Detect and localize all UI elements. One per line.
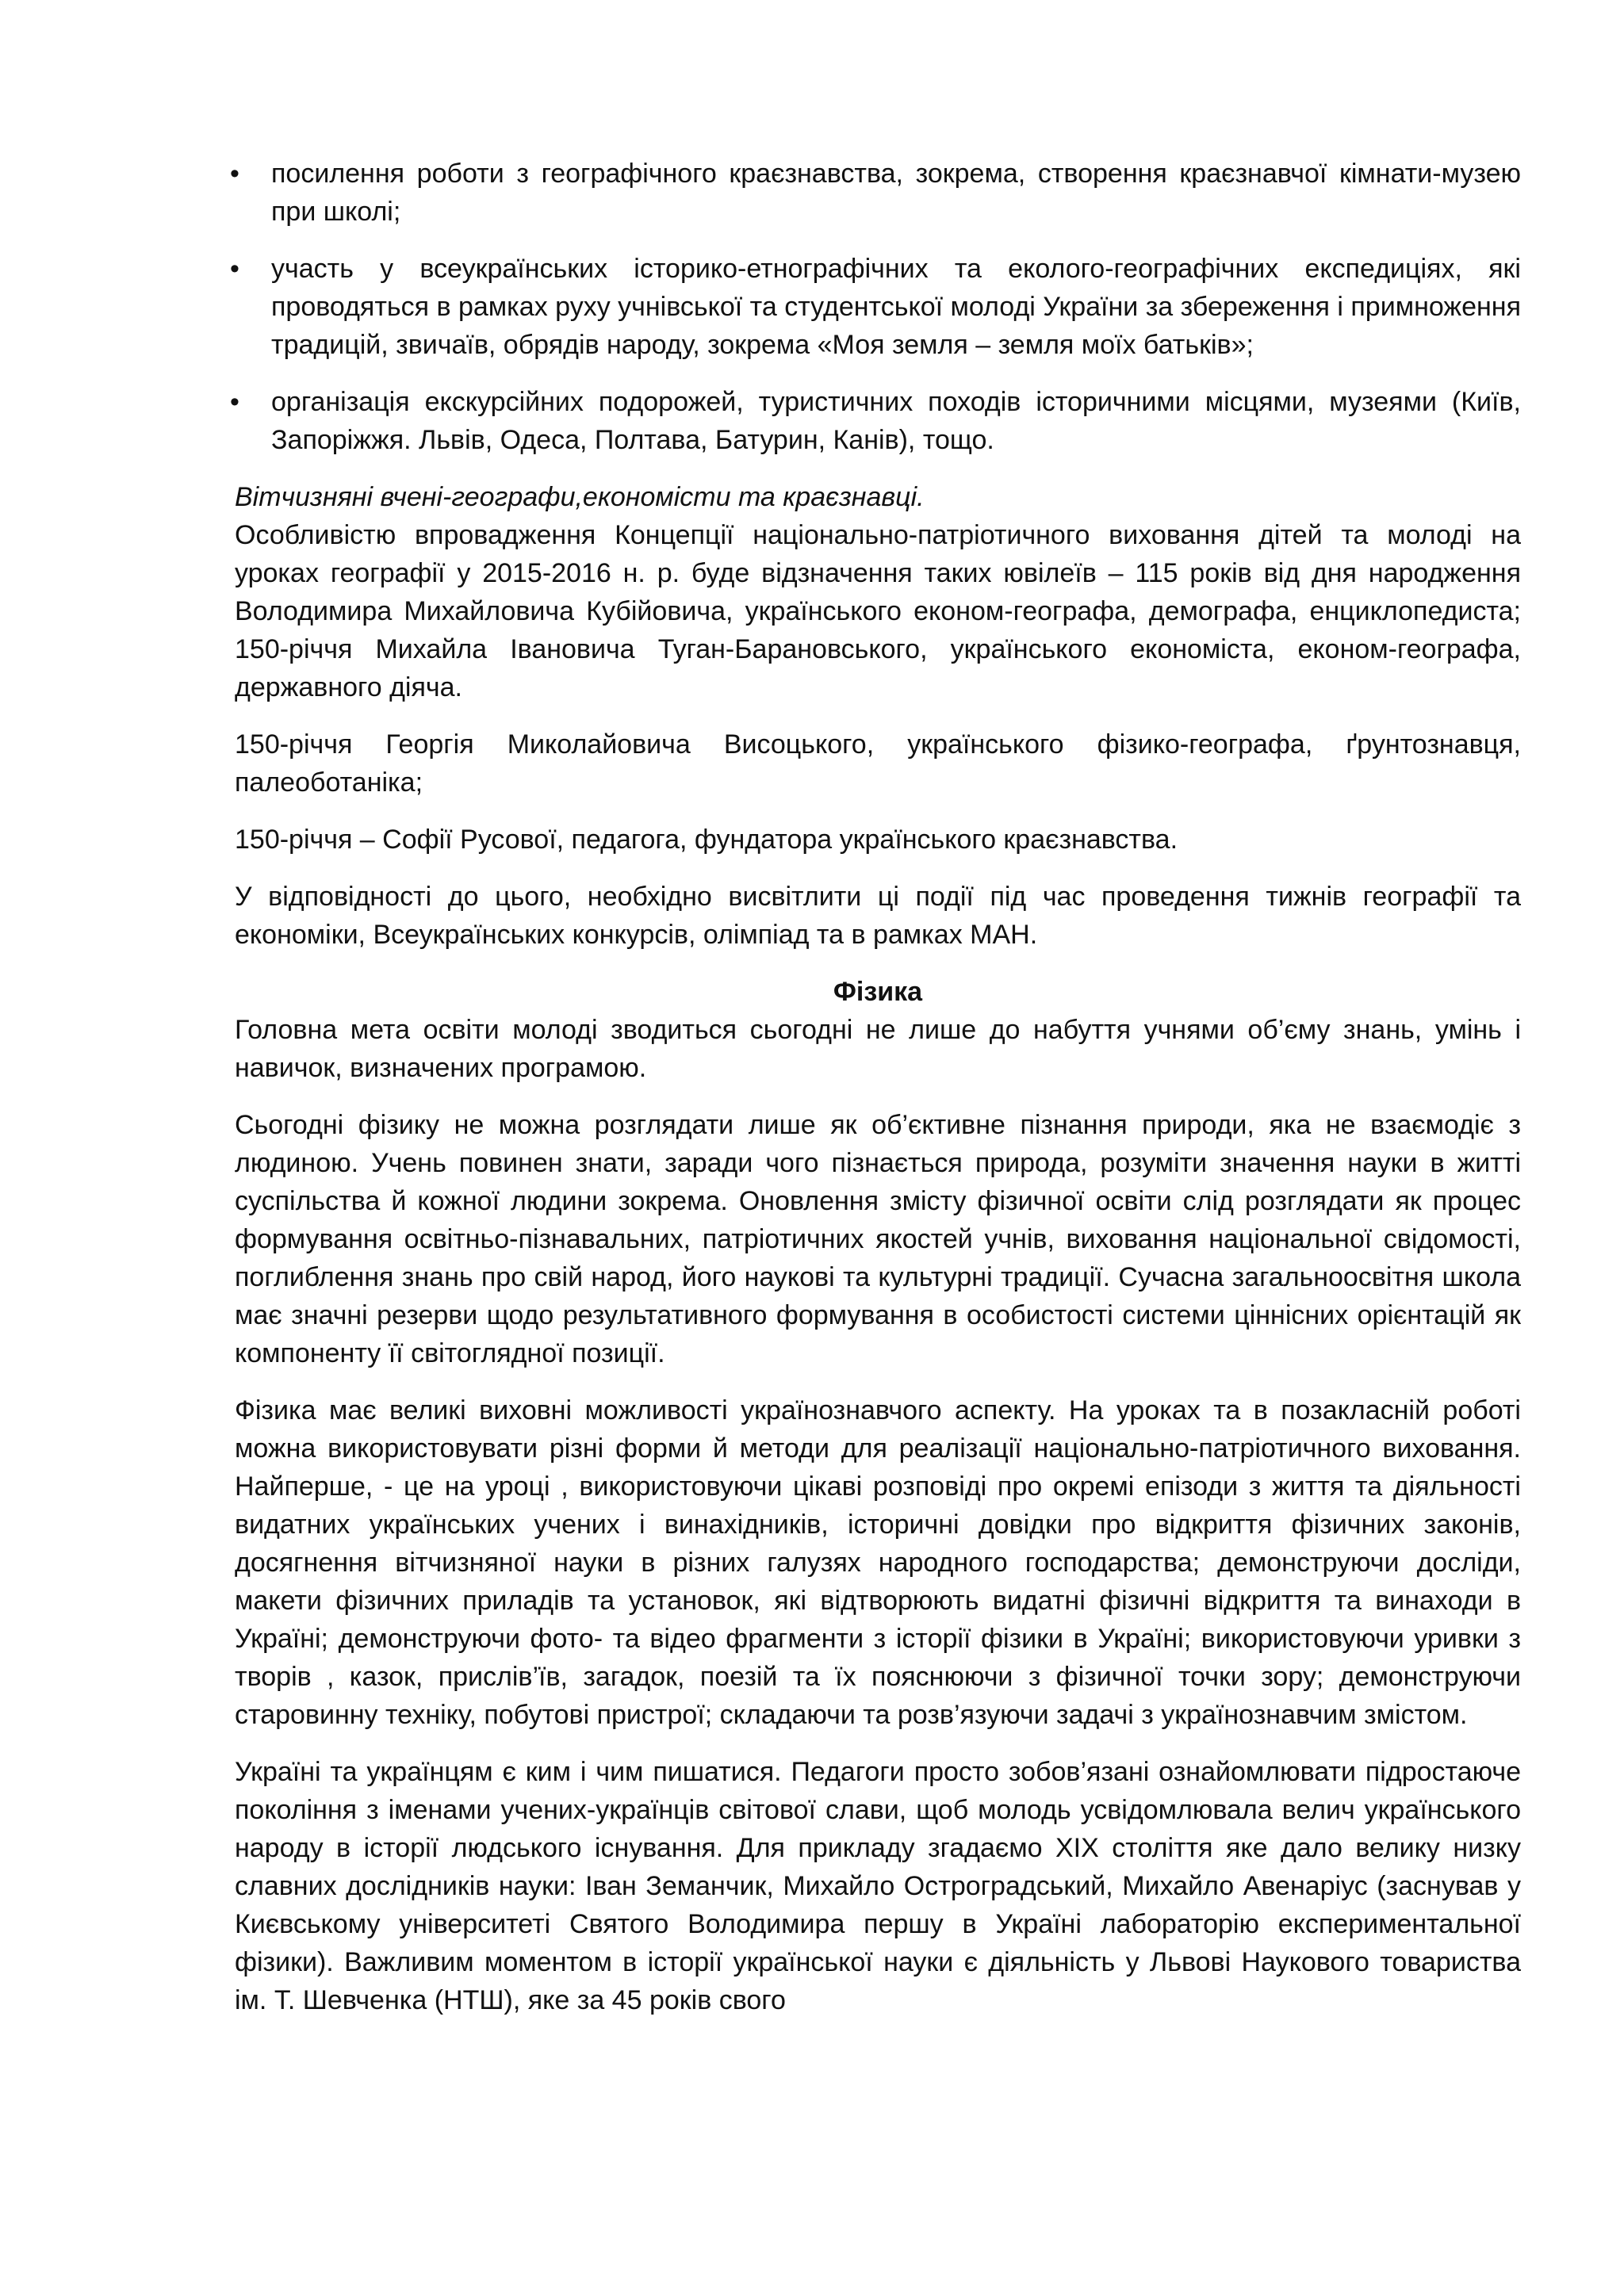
physics-paragraph: Фізика має великі виховні можливості українознавчого аспекту. На уроках та в позакласній роботі можна використовувати різні форми й методи для реалізації національно-патріотичного виховання. Найперше, - це на уроці , використовуючи цікаві розповіді про окремі епізоди з життя та діяльності видатних українських учених і винахідників, історичні довідки про відкриття фізичних законів, досягнення вітчизняної науки в різних галузях народного господарства; демонструючи досліди, макети фізичних приладів та установок, які відтворюють видатні фізичні відкриття та винаходи в Україні; демонструючи фото- та відео фрагменти з історії фізики в Україні; використовуючи уривки з творів , казок, прислів’їв, загадок, поезій та їх пояснюючи з фізичної точки зору; демонструючи старовинну техніку, побутові пристрої; складаючи та розв’язуючи задачі з українознавчим змістом.: [235, 1395, 1521, 1730]
physics-paragraph: Сьогодні фізику не можна розглядати лише як об’єктивне пізнання природи, яка не взаємодіє з людиною. Учень повинен знати, заради чого пізнається природа, розуміти значення науки в житті суспільства й кожної людини зокрема. Оновлення змісту фізичної освіти слід розглядати як процес формування освітньо-пізнавальних, патріотичних якостей учнів, виховання національної свідомості, поглиблення знань про свій народ, його наукові та культурні традиції. Сучасна загальноосвітня школа має значні резерви щодо результативного формування в особистості системи ціннісних орієнтацій як компоненту її світоглядної позиції.: [235, 1110, 1521, 1368]
geography-paragraph: 150-річчя Георгія Миколайовича Висоцького, українського фізико-географа, ґрунтознавця, палеоботаніка;: [235, 729, 1521, 798]
list-item-text: посилення роботи з географічного краєзнавства, зокрема, створення краєзнавчої кімнати-музею при школі;: [271, 159, 1521, 227]
bullet-list: [230, 155, 1521, 459]
physics-heading: Фізика: [833, 977, 923, 1007]
physics-paragraph: Україні та українцям є ким і чим пишатися. Педагоги просто зобов’язані ознайомлювати підростаюче покоління з іменами учених-українців світової слави, щоб молодь усвідомлювала велич українського народу в історії людського існування. Для прикладу згадаємо XIX століття яке дало велику низку славних дослідників науки: Іван Земанчик, Михайло Остроградський, Михайло Авенаріус (заснував у Києвському університеті Святого Володимира першу в Україні лабораторію експериментальної фізики). Важливим моментом в історії української науки є діяльність у Львові Наукового товариства ім. Т. Шевченка (НТШ), яке за 45 років свого: [235, 1757, 1521, 2015]
geography-paragraph: Особливістю впровадження Концепції національно-патріотичного виховання дітей та молоді на уроках географії у 2015-2016 н. р. буде відзначення таких ювілеїв – 115 років від дня народження Володимира Михайловича Кубійовича, українського економ-географа, демографа, енциклопедиста; 150-річчя Михайла Івановича Туган-Барановського, українського економіста, економ-географа, державного діяча.: [235, 520, 1521, 702]
list-item: [230, 383, 1521, 459]
physics-paragraph: Головна мета освіти молоді зводиться сьогодні не лише до набуття учнями об’єму знань, умінь і навичок, визначених програмою.: [235, 1015, 1521, 1083]
geography-paragraph: 150-річчя – Софії Русової, педагога, фундатора українського краєзнавства.: [235, 825, 1178, 855]
bullet-icon: •: [230, 254, 239, 284]
list-item: [230, 250, 1521, 364]
bullet-icon: •: [230, 387, 239, 417]
list-item-text: організація екскурсійних подорожей, туристичних походів історичними місцями, музеями (Київ, Запоріжжя. Львів, Одеса, Полтава, Батурин, Канів), тощо.: [271, 387, 1521, 455]
geography-heading: Вітчизняні вчені-географи,економісти та краєзнавці.: [235, 482, 925, 512]
geography-paragraph: У відповідності до цього, необхідно висвітлити ці події під час проведення тижнів географії та економіки, Всеукраїнських конкурсів, олімпіад та в рамках МАН.: [235, 882, 1521, 950]
list-item-text: участь у всеукраїнських історико-етнографічних та еколого-географічних експедиціях, які проводяться в рамках руху учнівської та студентської молоді України за збереження і примноження традицій, звичаїв, обрядів народу, зокрема «Моя земля – земля моїх батьків»;: [271, 254, 1521, 360]
list-item: [230, 155, 1521, 231]
document-body: [230, 155, 1521, 2038]
bullet-icon: •: [230, 159, 239, 189]
